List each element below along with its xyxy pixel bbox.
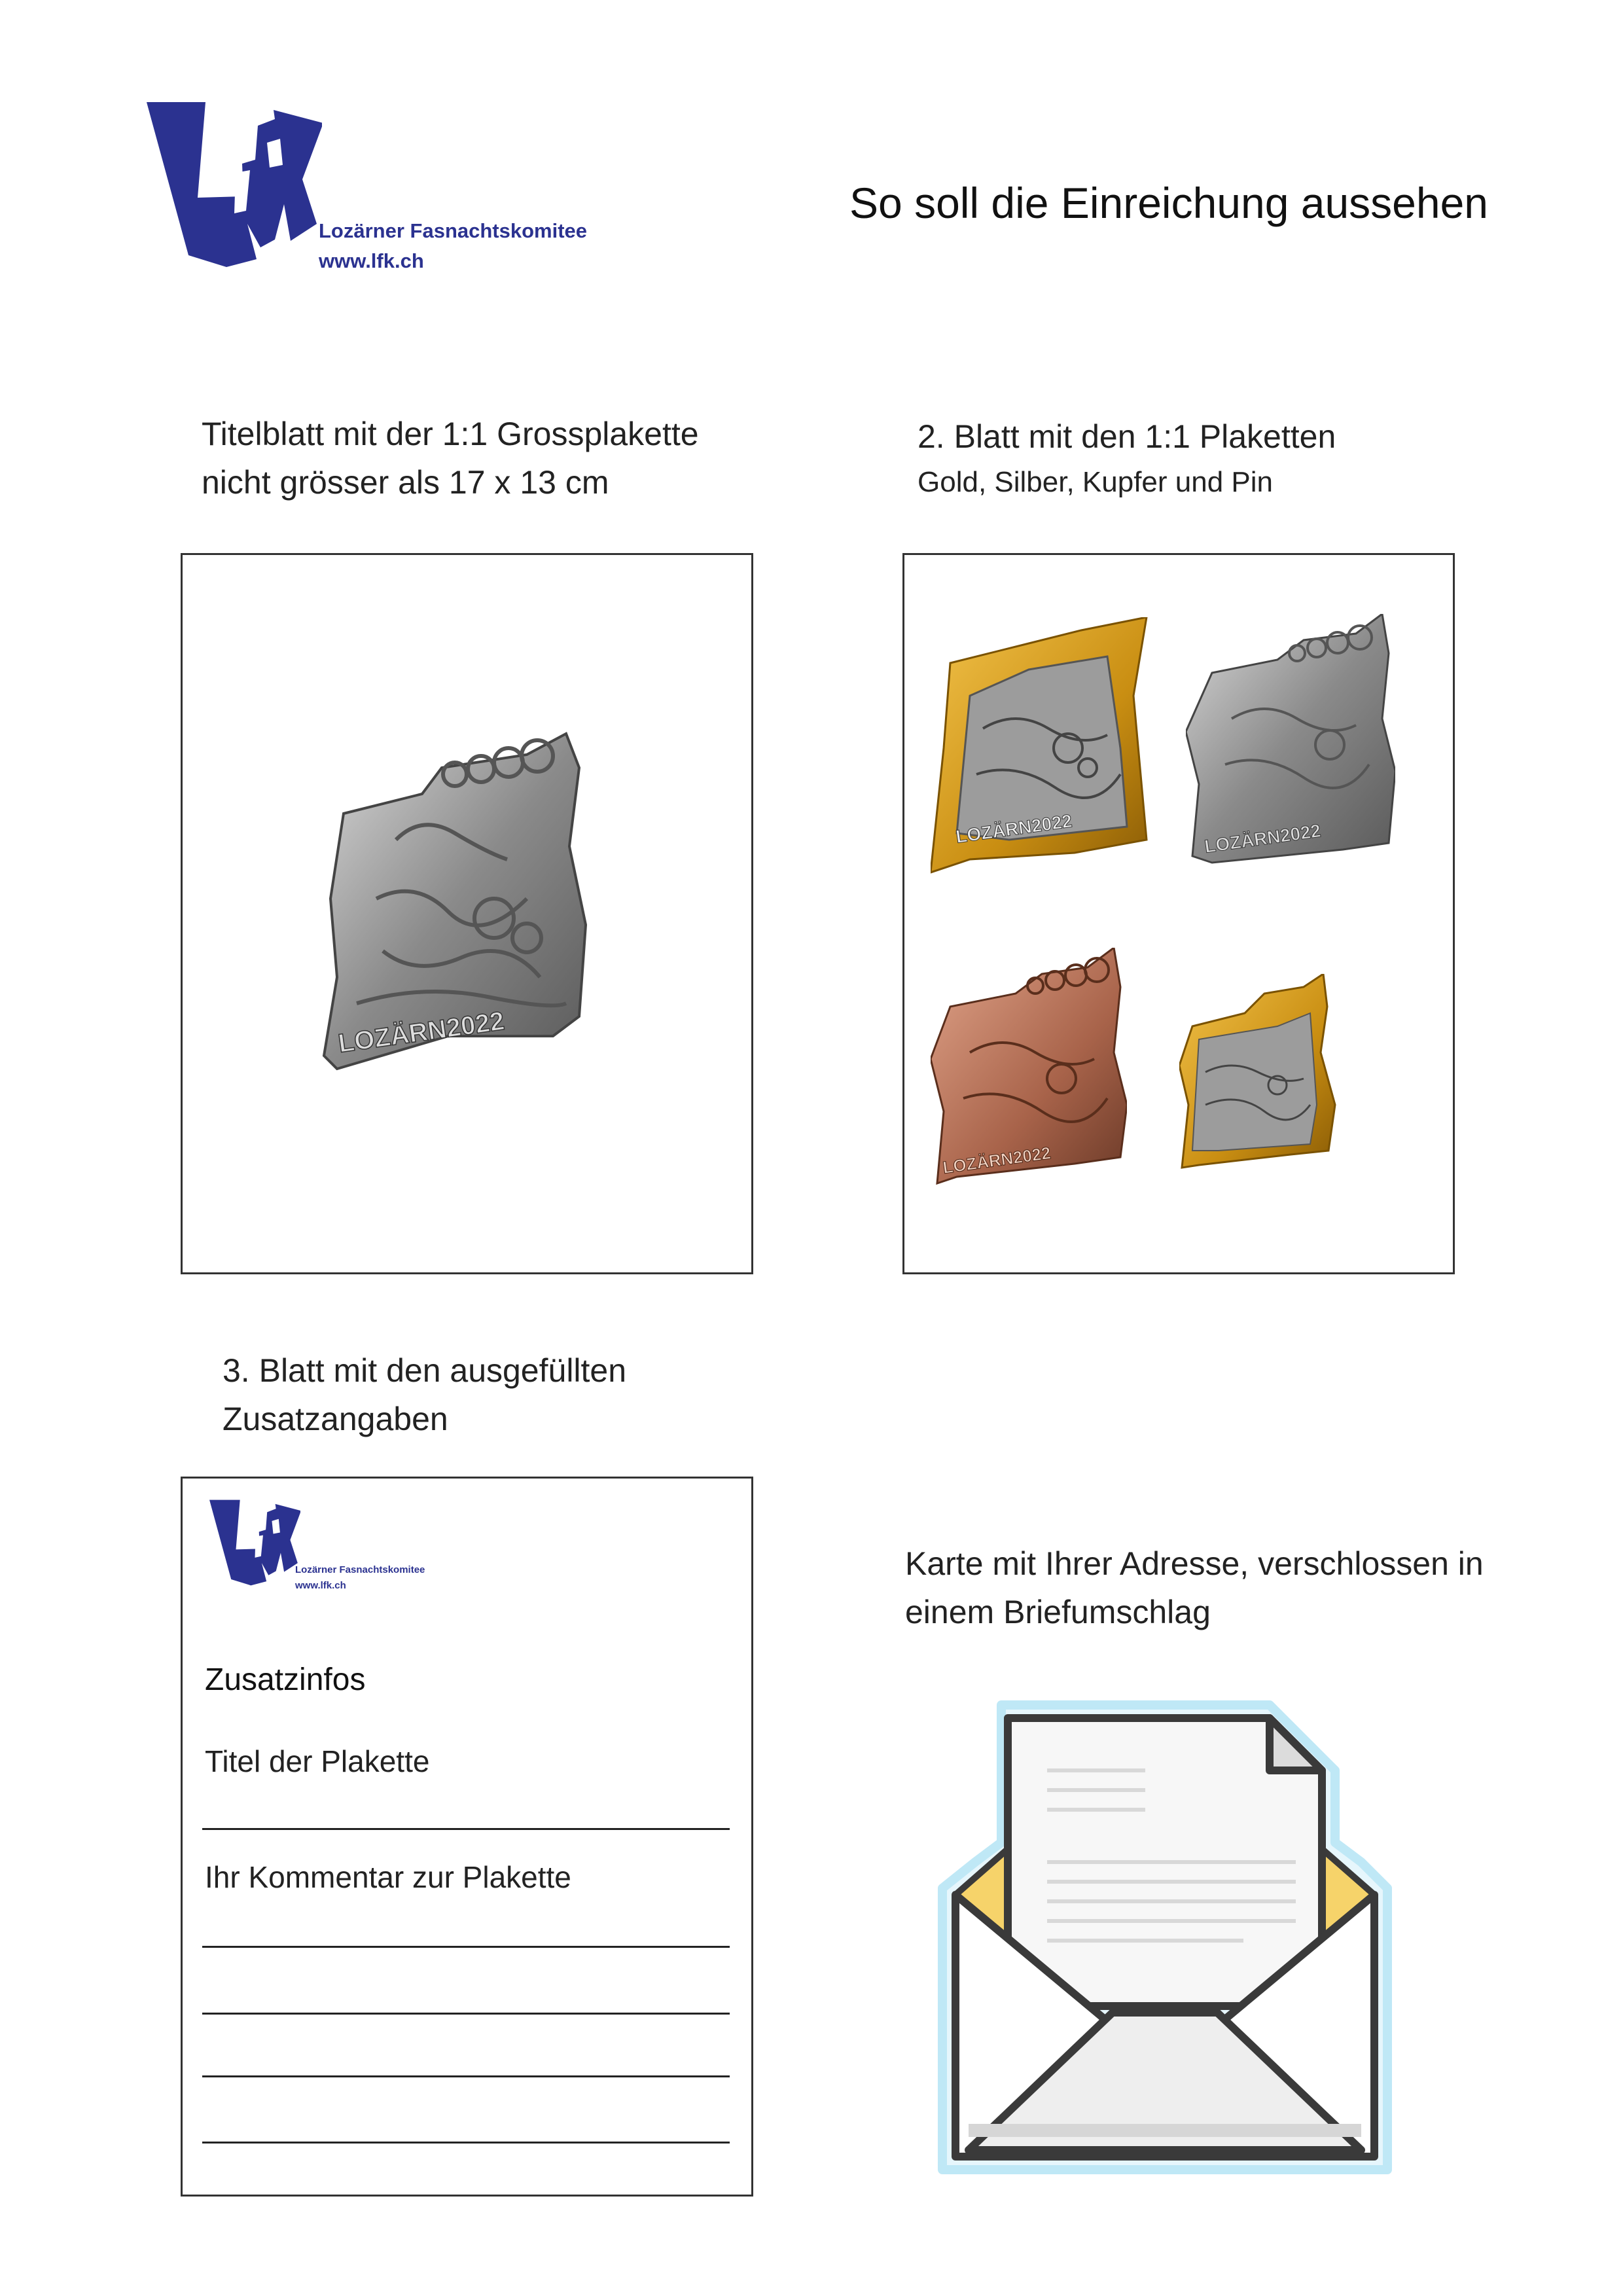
page-heading: So soll die Einreichung aussehen xyxy=(849,179,1488,227)
section3-caption xyxy=(223,1346,626,1443)
section2-caption-line2: Gold, Silber, Kupfer und Pin xyxy=(918,466,1273,498)
plaque-inscription: LOZÄRN2022 xyxy=(336,1006,507,1058)
envelope-with-letter-icon xyxy=(929,1698,1433,2183)
silver-plaque-inscription: LOZÄRN2022 xyxy=(1203,820,1323,857)
section2-caption xyxy=(918,412,1336,504)
form-field1-line xyxy=(202,1828,730,1830)
logo-website: www.lfk.ch xyxy=(319,249,424,272)
section4-caption-line1: Karte mit Ihrer Adresse, verschlossen in xyxy=(905,1545,1484,1582)
form-comment-line-3 xyxy=(202,2075,730,2077)
section1-caption-line1: Titelblatt mit der 1:1 Grossplakette xyxy=(202,416,699,452)
logo-org-name: Lozärner Fasnachtskomitee xyxy=(319,219,588,242)
info-sheet-frame xyxy=(181,1477,753,2197)
section1-caption xyxy=(202,410,699,507)
gold-plaque-inscription: LOZÄRN2022 xyxy=(954,810,1074,847)
silver-plaque xyxy=(1186,614,1395,869)
copper-plaque-inscription: LOZÄRN2022 xyxy=(941,1143,1052,1177)
lapel-pin xyxy=(1179,974,1336,1170)
form-comment-line-1 xyxy=(202,1946,730,1948)
title-sheet-frame xyxy=(181,553,753,1274)
lfk-logo xyxy=(145,99,616,270)
section4-caption xyxy=(905,1539,1484,1636)
section3-caption-line1: 3. Blatt mit den ausgefüllten xyxy=(223,1352,627,1389)
plaque-sheet-frame xyxy=(902,553,1455,1274)
form-title: Zusatzinfos xyxy=(205,1662,366,1697)
form-comment-line-4 xyxy=(202,2142,730,2144)
gold-plaque xyxy=(931,617,1153,879)
section3-caption-line2: Zusatzangaben xyxy=(223,1401,448,1437)
form-field1-label: Titel der Plakette xyxy=(205,1744,430,1778)
form-logo-website: www.lfk.ch xyxy=(295,1580,346,1591)
form-lfk-logo xyxy=(209,1497,457,1591)
form-lfk-logo-mark xyxy=(209,1497,300,1588)
silver-grand-plaque xyxy=(317,728,592,1075)
copper-plaque xyxy=(931,948,1127,1190)
section2-caption-line1: 2. Blatt mit den 1:1 Plaketten xyxy=(918,418,1336,455)
form-comment-line-2 xyxy=(202,2013,730,2015)
lfk-logo-mark xyxy=(145,99,322,270)
section4-caption-line2: einem Briefumschlag xyxy=(905,1594,1211,1630)
section1-caption-line2: nicht grösser als 17 x 13 cm xyxy=(202,464,609,501)
form-field2-label: Ihr Kommentar zur Plakette xyxy=(205,1860,571,1894)
form-logo-org-name: Lozärner Fasnachtskomitee xyxy=(295,1564,425,1575)
